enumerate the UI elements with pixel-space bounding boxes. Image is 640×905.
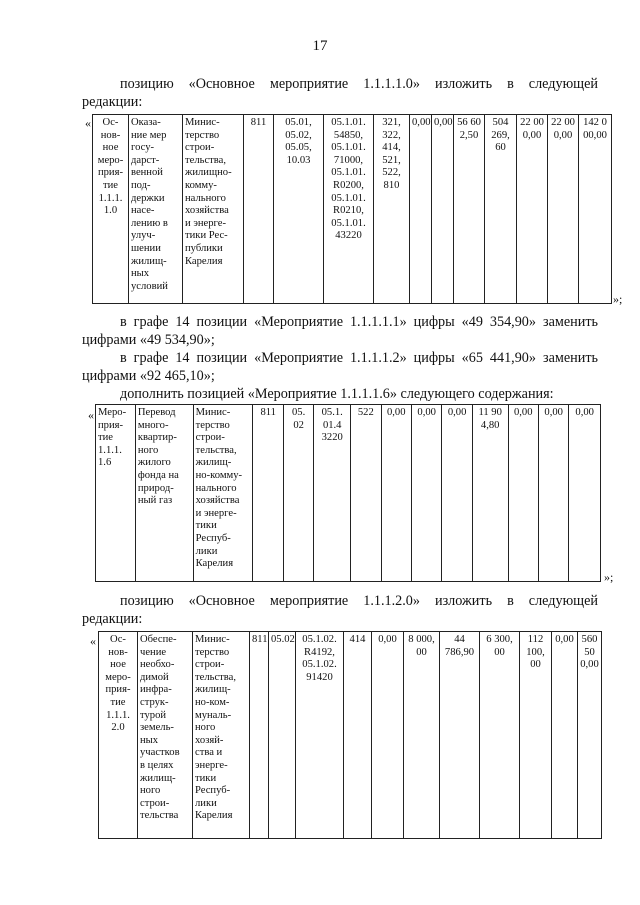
table-cell: 56 60 2,50 bbox=[454, 115, 485, 304]
table-row bbox=[99, 632, 602, 839]
table-cell-executor: Минис- терство строи- тельства, жилищ- но-ком- муналь- ного хозяй- ства и энерге- тики Респуб- лики Карелия bbox=[193, 632, 250, 839]
table-cell: 321, 322, 414, 521, 522, 810 bbox=[374, 115, 410, 304]
table-cell: 0,00 bbox=[569, 405, 601, 582]
amendment-table-2 bbox=[95, 404, 601, 582]
paragraph-line: редакции: bbox=[82, 94, 143, 110]
table-cell-code: Ос- нов- ное меро- прия- тие 1.1.1. 1.0 bbox=[93, 115, 129, 304]
paragraph-position-1-1-1-1-0 bbox=[82, 75, 598, 111]
open-quote: « bbox=[88, 408, 94, 422]
paragraph-line: позицию «Основное мероприятие 1.1.1.2.0» изложить в следующей bbox=[120, 593, 598, 609]
close-quote: »; bbox=[604, 570, 614, 584]
table-cell: 05.1.02. R4192, 05.1.02. 91420 bbox=[296, 632, 344, 839]
paragraph-graph-14-1-1-1-1-1 bbox=[82, 313, 598, 349]
close-quote: »; bbox=[613, 292, 623, 306]
table-cell: 0,00 bbox=[411, 405, 441, 582]
table-cell: 05. 02 bbox=[283, 405, 313, 582]
amendment-table-3 bbox=[98, 631, 602, 839]
table-cell: 11 90 4,80 bbox=[472, 405, 508, 582]
table-cell: 0,00 bbox=[372, 632, 404, 839]
page-number: 17 bbox=[312, 38, 328, 54]
table-cell: 05.1.01. 54850, 05.1.01. 71000, 05.1.01. R0200, 05.1.01. R0210, 05.1.01. 43220 bbox=[324, 115, 374, 304]
table-cell: 811 bbox=[250, 632, 269, 839]
table-row bbox=[96, 405, 601, 582]
open-quote: « bbox=[85, 116, 91, 130]
table-row bbox=[93, 115, 612, 304]
table-cell-name: Оказа- ние мер госу- дарст- венной под- держки насе- лению в улуч- шении жилищ- ных условий bbox=[129, 115, 183, 304]
amendment-table-1 bbox=[92, 114, 612, 304]
table-cell: 0,00 bbox=[432, 115, 454, 304]
table-cell: 0,00 bbox=[381, 405, 411, 582]
table-cell: 22 00 0,00 bbox=[517, 115, 548, 304]
table-cell-name: Перевод много- квартир- ного жилого фонда на природ- ный газ bbox=[135, 405, 193, 582]
paragraph-line: редакции: bbox=[82, 611, 143, 627]
table-cell: 8 000, 00 bbox=[404, 632, 440, 839]
open-quote: « bbox=[90, 634, 96, 648]
table-cell: 522 bbox=[351, 405, 381, 582]
table-cell-executor: Минис- терство строи- тельства, жилищно- комму- нального хозяйства и энерге- тики Рес- публики Карелия bbox=[183, 115, 244, 304]
table-cell: 811 bbox=[253, 405, 283, 582]
paragraph-line: цифрами «92 465,10»; bbox=[82, 368, 215, 384]
table-cell: 0,00 bbox=[410, 115, 432, 304]
table-cell: 811 bbox=[244, 115, 274, 304]
paragraph-add-position bbox=[82, 385, 598, 403]
table-cell: 0,00 bbox=[552, 632, 578, 839]
table-cell: 504 269, 60 bbox=[485, 115, 517, 304]
table-cell: 05.02 bbox=[269, 632, 296, 839]
table-cell: 112 100, 00 bbox=[520, 632, 552, 839]
table-cell: 22 00 0,00 bbox=[548, 115, 579, 304]
paragraph-line: в графе 14 позиции «Мероприятие 1.1.1.1.1» цифры «49 354,90» заменить bbox=[120, 314, 598, 330]
table-cell-name: Обеспе- чение необхо- димой инфра- струк- турой земель- ных участков в целях жилищ- ного строи- тельства bbox=[138, 632, 193, 839]
paragraph-line: позицию «Основное мероприятие 1.1.1.1.0» изложить в следующей bbox=[120, 76, 598, 92]
table-cell: 0,00 bbox=[508, 405, 538, 582]
paragraph-line: дополнить позицией «Мероприятие 1.1.1.1.6» следующего содержания: bbox=[120, 386, 554, 402]
table-cell: 0,00 bbox=[442, 405, 472, 582]
paragraph-position-1-1-1-2-0 bbox=[82, 592, 598, 628]
table-cell: 414 bbox=[344, 632, 372, 839]
table-cell-executor: Минис- терство строи- тельства, жилищ- но-комму- нального хозяйства и энерге- тики Респуб- лики Карелия bbox=[193, 405, 253, 582]
paragraph-line: в графе 14 позиции «Мероприятие 1.1.1.1.2» цифры «65 441,90» заменить bbox=[120, 350, 598, 366]
table-cell: 142 0 00,00 bbox=[579, 115, 612, 304]
table-cell: 6 300, 00 bbox=[480, 632, 520, 839]
table-cell: 0,00 bbox=[538, 405, 568, 582]
paragraph-line: цифрами «49 534,90»; bbox=[82, 332, 215, 348]
table-cell: 560 50 0,00 bbox=[578, 632, 602, 839]
table-cell: 05.1. 01.4 3220 bbox=[314, 405, 351, 582]
table-cell: 44 786,90 bbox=[440, 632, 480, 839]
table-cell-code: Ос- нов- ное меро- прия- тие 1.1.1. 2.0 bbox=[99, 632, 138, 839]
table-cell-code: Меро- прия- тие 1.1.1. 1.6 bbox=[96, 405, 136, 582]
table-cell: 05.01, 05.02, 05.05, 10.03 bbox=[274, 115, 324, 304]
paragraph-graph-14-1-1-1-1-2 bbox=[82, 349, 598, 385]
